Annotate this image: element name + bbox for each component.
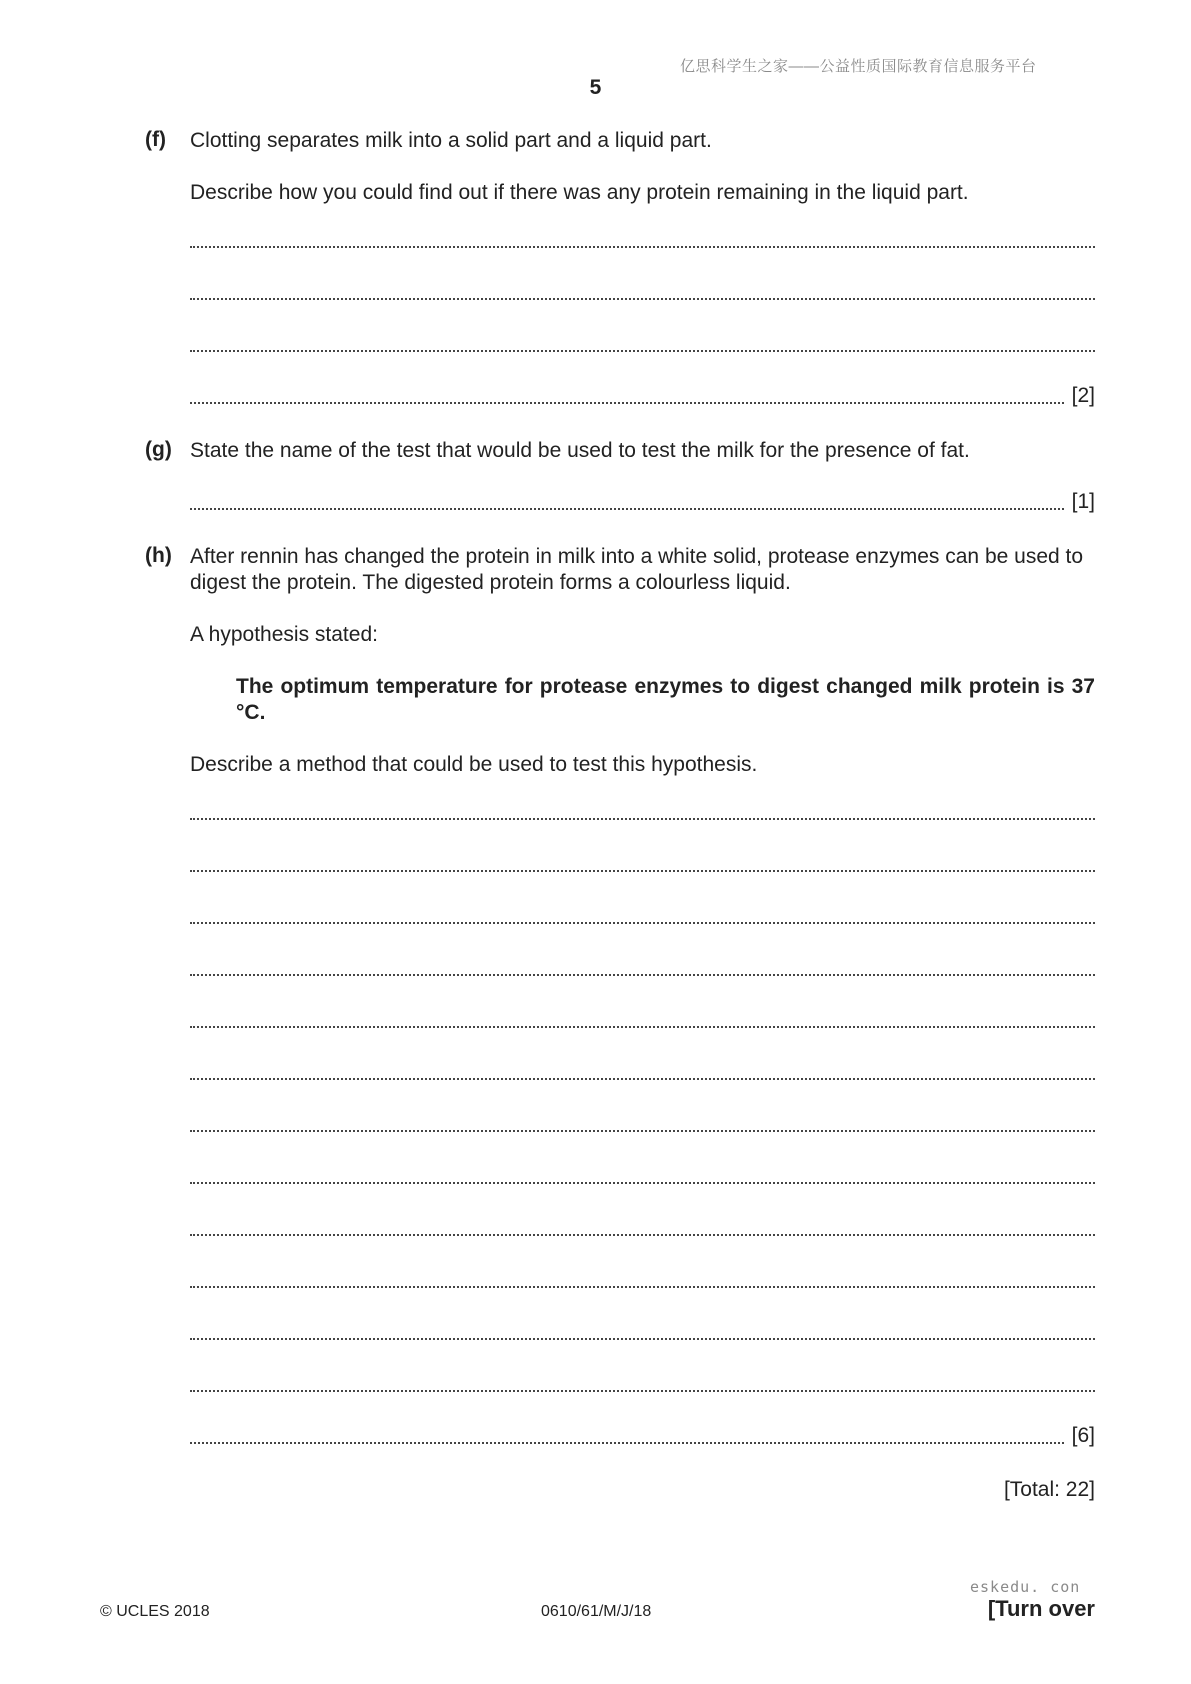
answer-line[interactable] (190, 904, 1095, 928)
copyright: © UCLES 2018 (100, 1603, 210, 1620)
answer-line[interactable] (190, 332, 1095, 356)
part-f-instruction: Describe how you could find out if there was any protein remaining in the liquid part. (190, 181, 969, 204)
answer-line[interactable] (190, 1216, 1095, 1240)
site-watermark: eskedu. con (970, 1578, 1081, 1596)
answer-line[interactable] (190, 956, 1095, 980)
part-h-hypothesis-intro: A hypothesis stated: (190, 623, 378, 646)
answer-line[interactable] (190, 1060, 1095, 1084)
part-h-label: (h) (145, 544, 172, 567)
answer-line[interactable] (190, 800, 1095, 824)
part-f-statement: Clotting separates milk into a solid part and a liquid part. (190, 129, 712, 152)
part-f-marks: [2] (1071, 384, 1095, 407)
page-number: 5 (589, 76, 602, 99)
part-h-instruction: Describe a method that could be used to test this hypothesis. (190, 753, 758, 776)
watermark-text: 亿思科学生之家——公益性质国际教育信息服务平台 (680, 58, 1037, 75)
answer-line[interactable] (190, 1008, 1095, 1032)
answer-line[interactable] (190, 280, 1095, 304)
answer-line[interactable] (190, 490, 1095, 514)
total-marks: [Total: 22] (1003, 1478, 1095, 1501)
part-f-label: (f) (145, 128, 166, 151)
part-h-intro: After rennin has changed the protein in milk into a white solid, protease enzymes can be used to digest the protein. The digested protein forms a colourless liquid. (190, 545, 1084, 594)
turn-over: [Turn over (987, 1596, 1095, 1621)
part-g-marks: [1] (1071, 490, 1095, 513)
part-g-label: (g) (145, 438, 172, 461)
paper-code: 0610/61/M/J/18 (541, 1603, 652, 1620)
part-h-marks: [6] (1071, 1424, 1095, 1447)
answer-line[interactable] (190, 1268, 1095, 1292)
answer-line[interactable] (190, 852, 1095, 876)
part-h-hypothesis: The optimum temperature for protease enzymes to digest changed milk protein is 37 °C. (236, 675, 1095, 724)
part-g-question: State the name of the test that would be used to test the milk for the presence of fat. (190, 439, 970, 462)
answer-line[interactable] (190, 1424, 1095, 1448)
answer-line[interactable] (190, 1164, 1095, 1188)
answer-line[interactable] (190, 1320, 1095, 1344)
answer-line[interactable] (190, 228, 1095, 252)
answer-line[interactable] (190, 384, 1095, 408)
answer-line[interactable] (190, 1112, 1095, 1136)
answer-line[interactable] (190, 1372, 1095, 1396)
